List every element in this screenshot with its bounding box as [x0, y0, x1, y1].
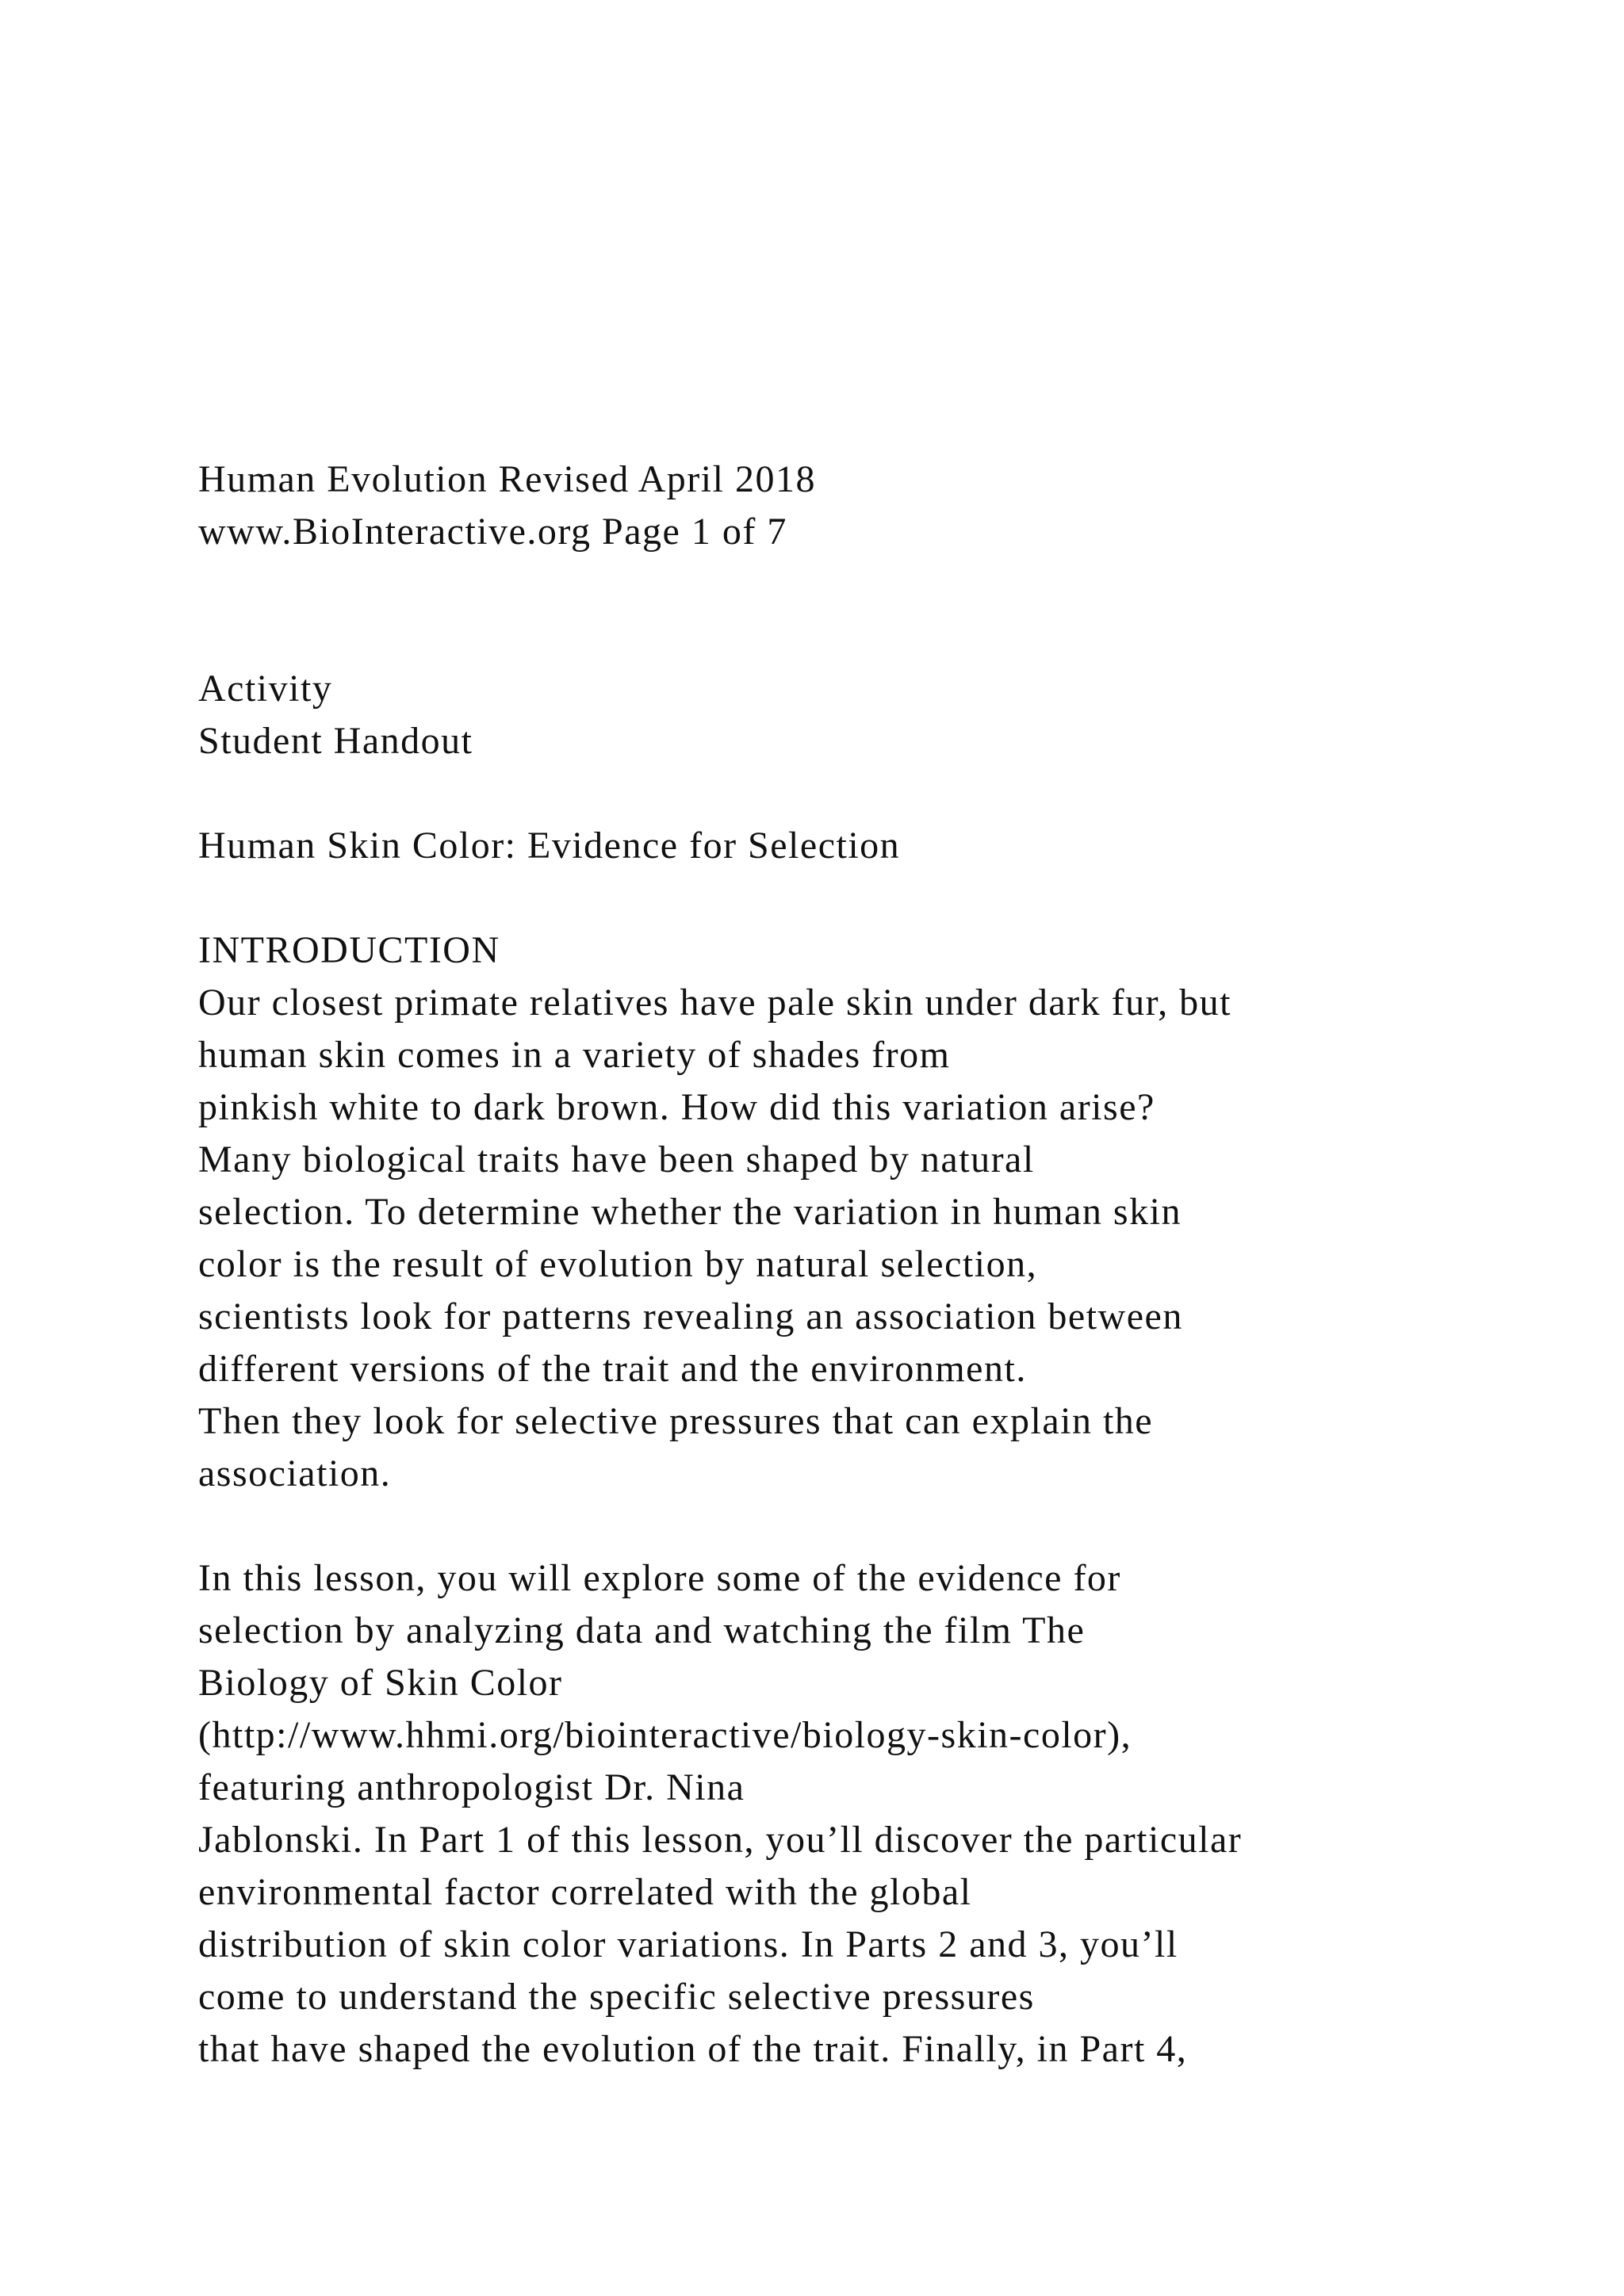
paragraph-line: distribution of skin color variations. In Parts 2 and 3, you’ll	[198, 1923, 1178, 1965]
paragraph-line: human skin comes in a variety of shades from	[198, 1034, 951, 1076]
blank-line	[198, 1500, 1546, 1552]
paragraph-line: come to understand the specific selective pressures	[198, 1976, 1035, 2018]
blank-line	[198, 610, 1546, 663]
film-url-text: (http://www.hhmi.org/biointeractive/biology-skin-color),	[198, 1714, 1132, 1756]
paragraph-line: pinkish white to dark brown. How did this variation arise?	[198, 1086, 1155, 1128]
handout-label: Student Handout	[198, 720, 473, 762]
header-line-title: Human Evolution Revised April 2018	[198, 458, 816, 500]
blank-line	[198, 767, 1546, 820]
paragraph-line: that have shaped the evolution of the trait. Finally, in Part 4,	[198, 2028, 1188, 2070]
paragraph-line: Many biological traits have been shaped by natural	[198, 1138, 1035, 1181]
document-title: Human Skin Color: Evidence for Selection	[198, 825, 901, 867]
activity-label: Activity	[198, 668, 333, 710]
paragraph-line: Our closest primate relatives have pale skin under dark fur, but	[198, 982, 1232, 1024]
paragraph-line: different versions of the trait and the environment.	[198, 1348, 1027, 1390]
paragraph-line: Jablonski. In Part 1 of this lesson, you’ll discover the particular	[198, 1819, 1243, 1861]
section-heading: INTRODUCTION	[198, 929, 500, 971]
paragraph-line: scientists look for patterns revealing an association between	[198, 1295, 1183, 1337]
paragraph-line: color is the result of evolution by natural selection,	[198, 1243, 1038, 1285]
blank-line	[198, 558, 1546, 610]
header-line-page: www.BioInteractive.org Page 1 of 7	[198, 511, 787, 553]
paragraph-line: environmental factor correlated with the global	[198, 1871, 972, 1913]
paragraph-line: association.	[198, 1452, 392, 1494]
paragraph-line: In this lesson, you will explore some of the evidence for	[198, 1557, 1121, 1599]
paragraph-line: featuring anthropologist Dr. Nina	[198, 1766, 745, 1808]
paragraph-line: Then they look for selective pressures that can explain the	[198, 1400, 1154, 1442]
document-text	[198, 453, 1546, 2076]
blank-line	[198, 872, 1546, 924]
paragraph-line: Biology of Skin Color	[198, 1662, 563, 1704]
paragraph-line: selection. To determine whether the variation in human skin	[198, 1191, 1182, 1233]
paragraph-line: selection by analyzing data and watching the film The	[198, 1609, 1086, 1651]
